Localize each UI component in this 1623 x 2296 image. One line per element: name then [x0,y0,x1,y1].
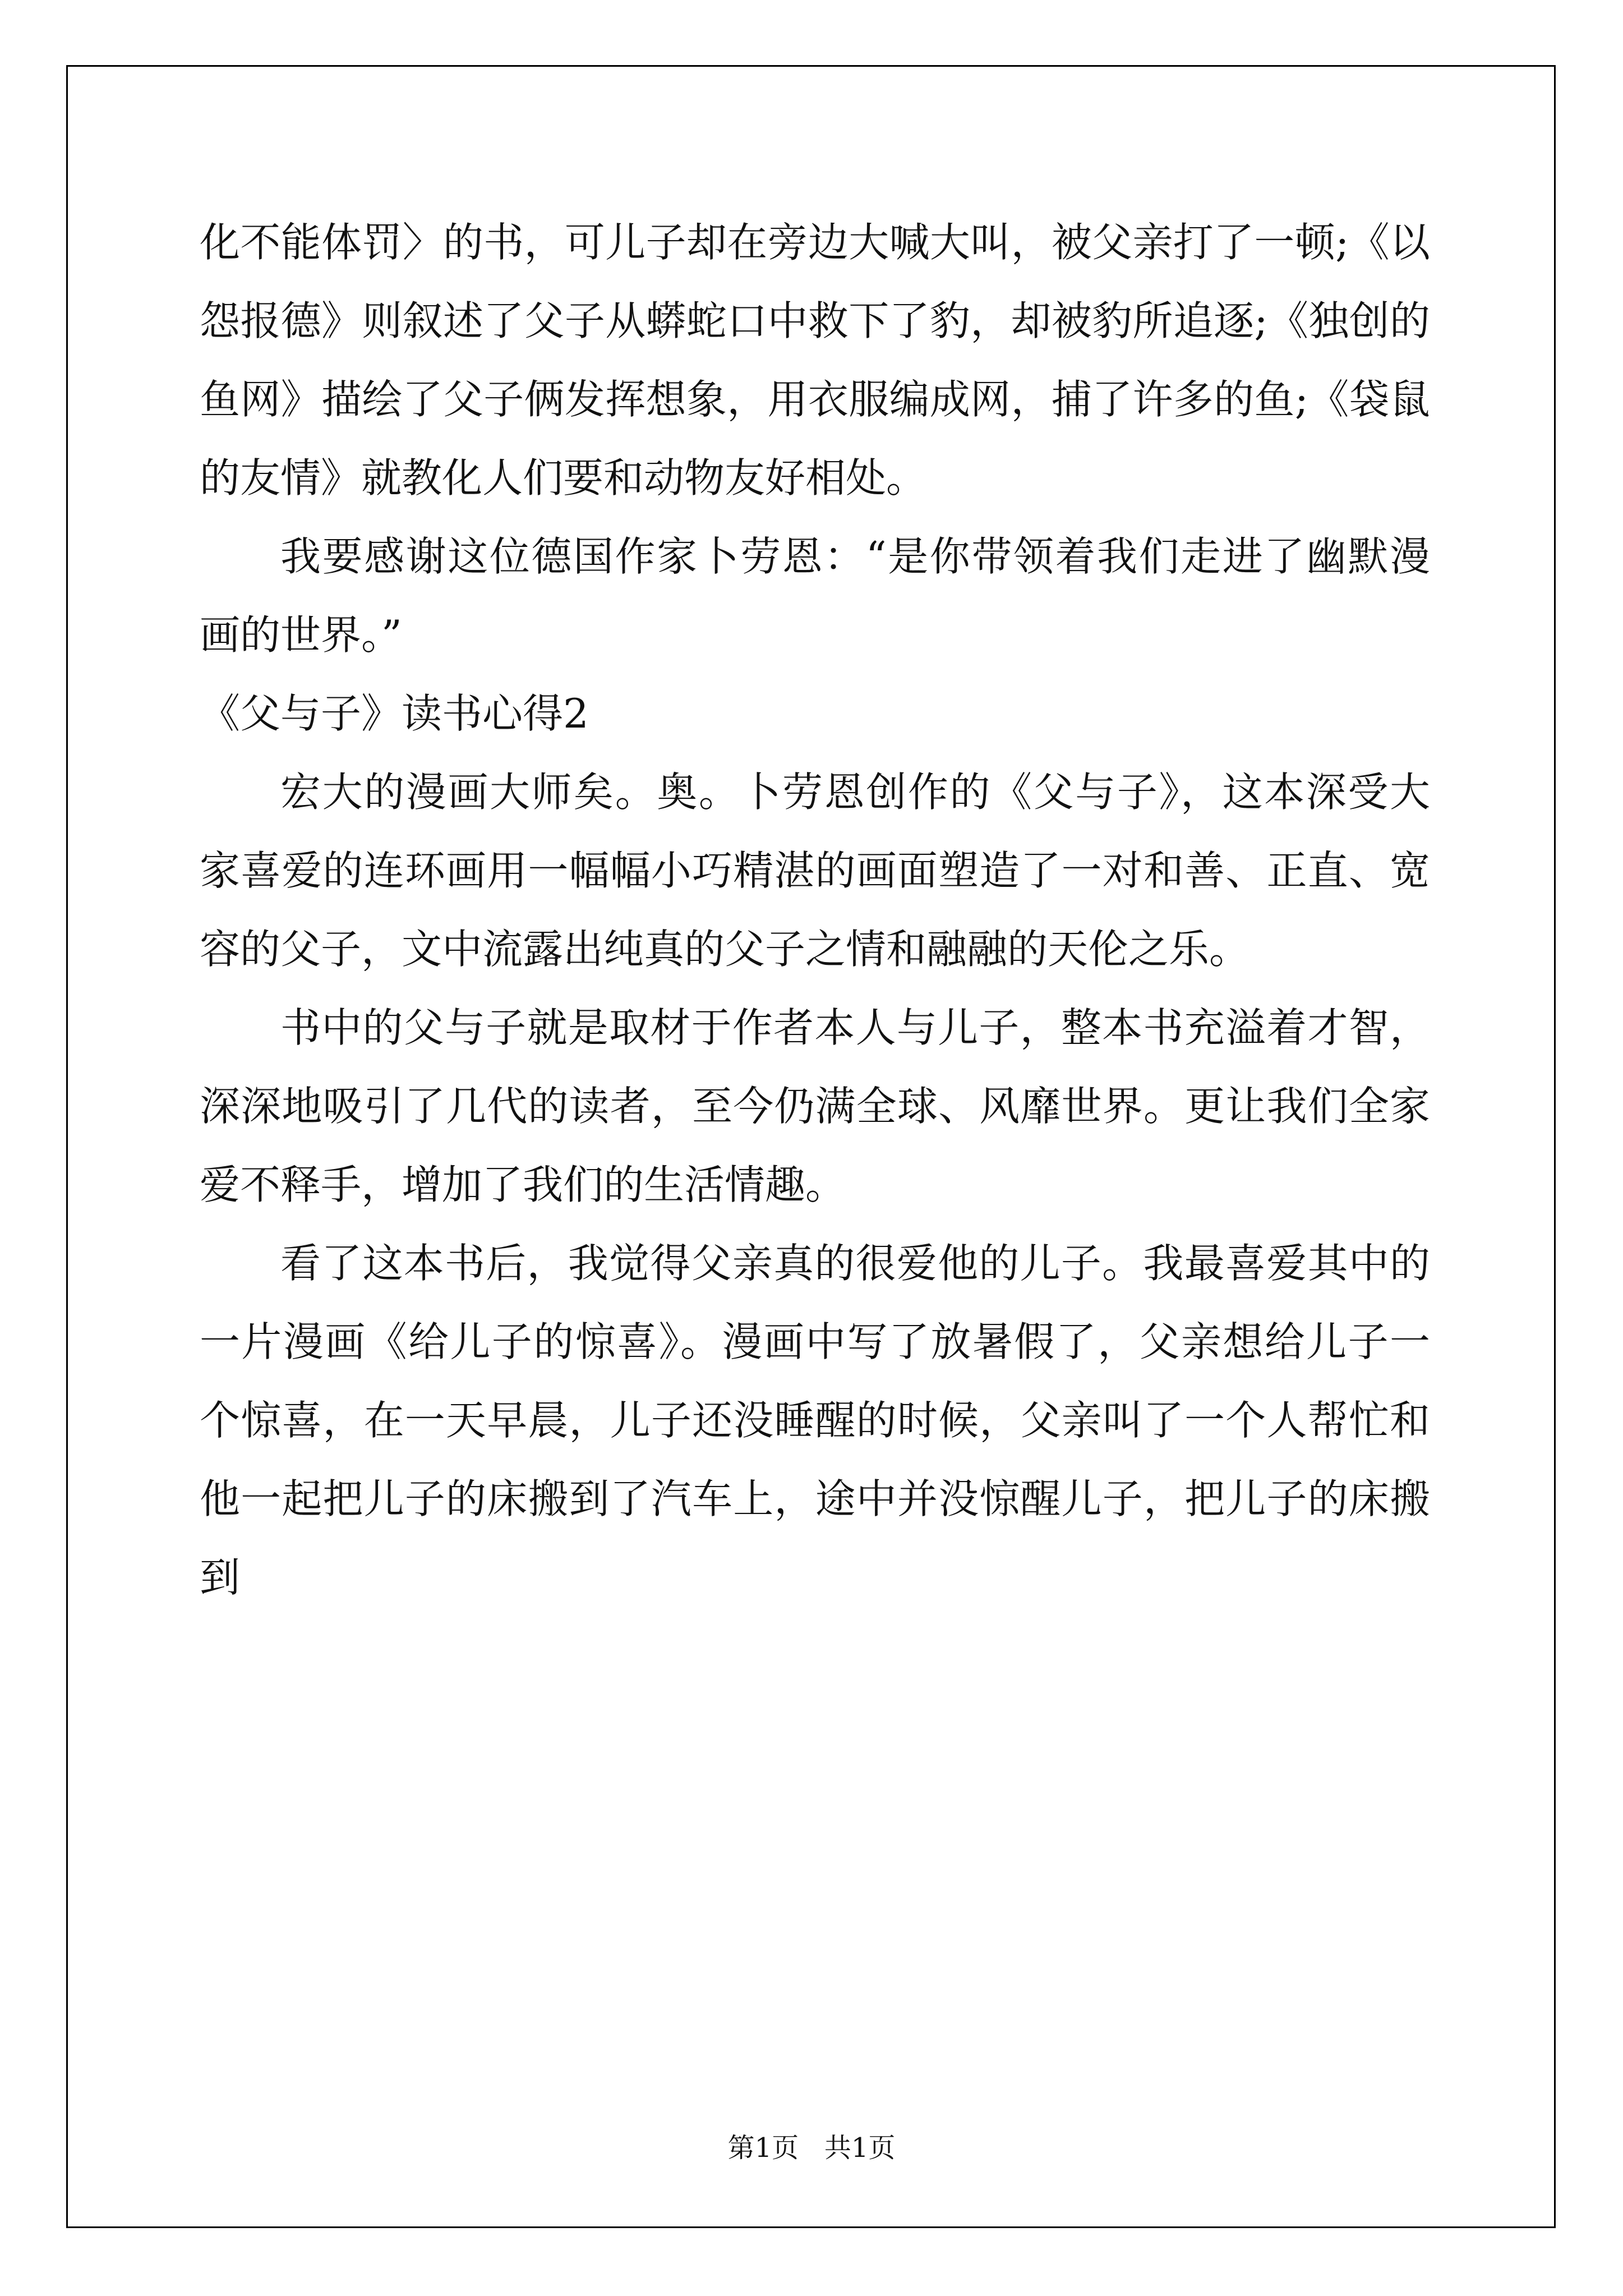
paragraph-source: 书中的父与子就是取材于作者本人与儿子，整本书充溢着才智，深深地吸引了几代的读者，至今仍满全球、风靡世界。更让我们全家爱不释手，增加了我们的生活情趣。 [200,1004,1430,1208]
paragraph-intro: 宏大的漫画大师矣。奥。卜劳恩创作的《父与子》，这本深受大家喜爱的连环画用一幅幅小巧精湛的画面塑造了一对和善、正直、宽容的父子，文中流露出纯真的父子之情和融融的天伦之乐。 [200,769,1430,973]
document-body [200,203,1430,1617]
page-footer: 第1页 共1页 [727,2132,896,2164]
paragraph-continuation: 化不能体罚〉的书，可儿子却在旁边大喊大叫，被父亲打了一顿;《以怨报德》则叙述了父子从蟒蛇口中救下了豹，却被豹所追逐;《独创的鱼网》描绘了父子俩发挥想象，用衣服编成网，捕了许多的鱼;《袋鼠的友情》就教化人们要和动物友好相处。 [200,219,1430,501]
paragraph-favorite: 看了这本书后，我觉得父亲真的很爱他的儿子。我最喜爱其中的一片漫画《给儿子的惊喜》。漫画中写了放暑假了，父亲想给儿子一个惊喜，在一天早晨，儿子还没睡醒的时候，父亲叫了一个人帮忙和他一起把儿子的床搬到了汽车上，途中并没惊醒儿子，把儿子的床搬到 [200,1240,1430,1601]
paragraph-thanks: 我要感谢这位德国作家卜劳恩：“是你带领着我们走进了幽默漫画的世界。” [200,533,1430,659]
section-heading: 《父与子》读书心得2 [200,690,589,737]
